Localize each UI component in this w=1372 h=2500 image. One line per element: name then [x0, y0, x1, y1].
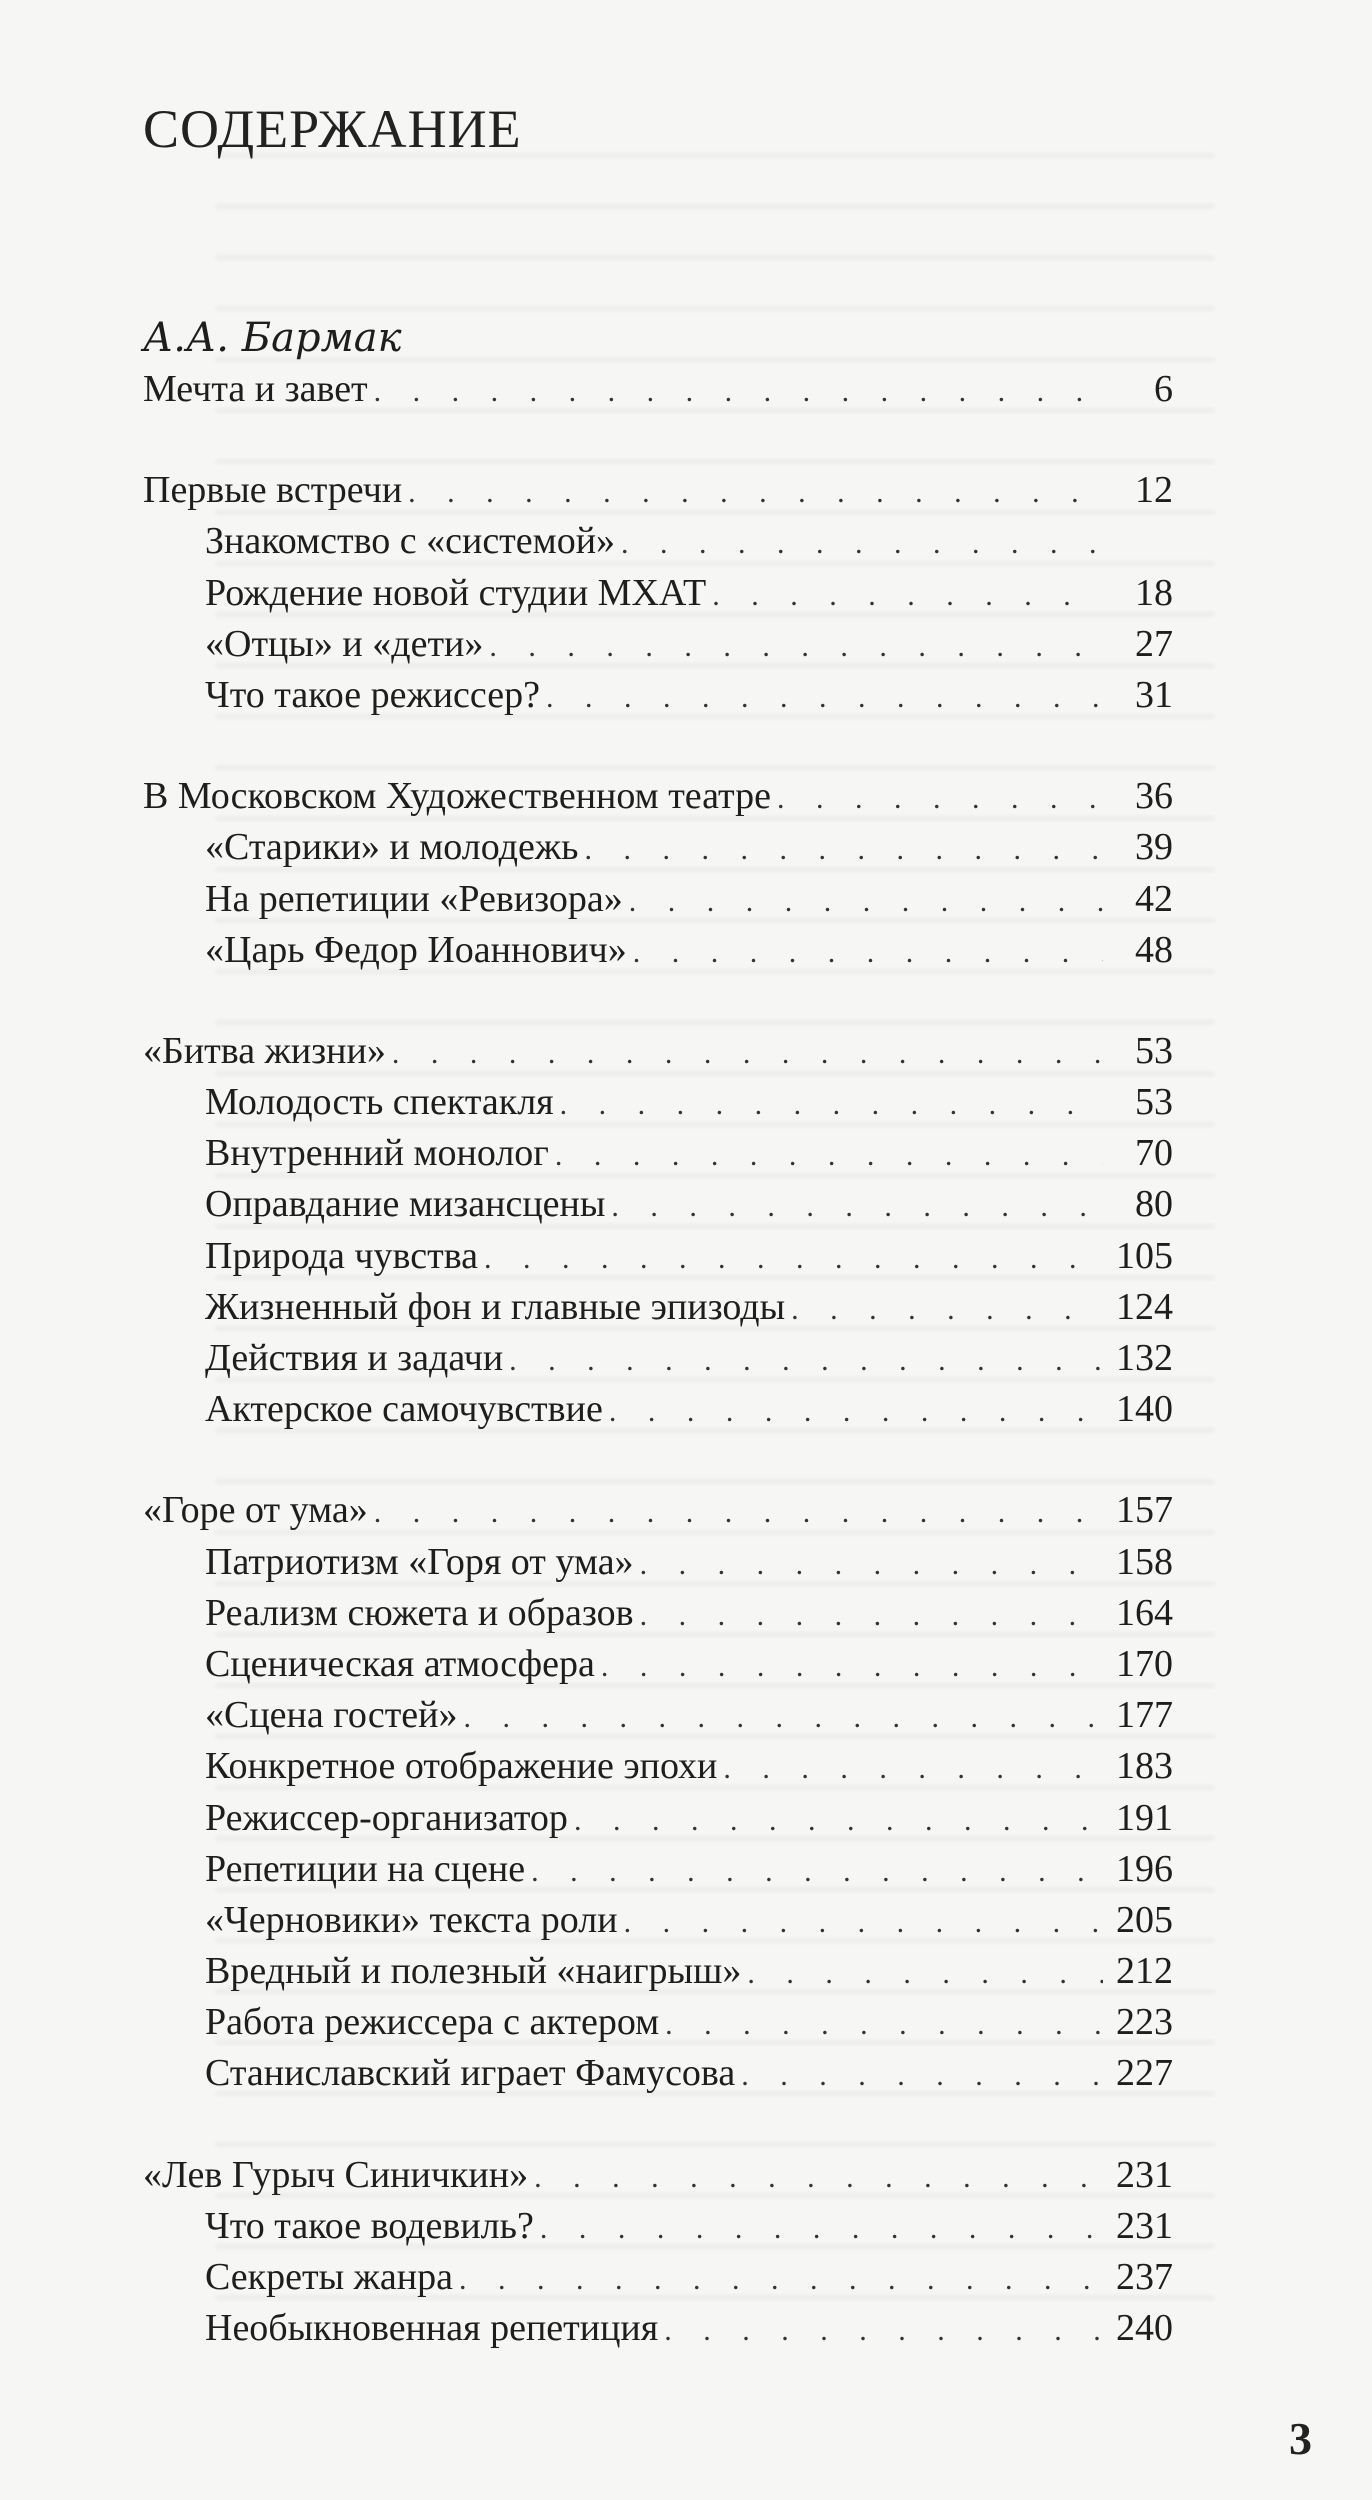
entry-title: Актерское самочувствие [205, 1388, 603, 1431]
dot-leader [540, 2203, 1103, 2254]
entry-title: Репетиции на сцене [205, 1847, 526, 1890]
entry-title: Мечта и завет [143, 368, 368, 410]
dot-leader [624, 1897, 1103, 1948]
toc-section [143, 2150, 1173, 2355]
entry-title: Жизненный фон и главные эпизоды [205, 1285, 786, 1328]
entry-title: Станиславский играет Фамусова [205, 2052, 736, 2095]
table-of-contents [143, 312, 1173, 2354]
entry-title: «Горе от ума» [143, 1489, 368, 1532]
entry-page-number: 70 [1135, 1132, 1173, 1175]
toc-subentry [143, 1179, 1173, 1230]
section-gap [143, 976, 1173, 1026]
section-gap [143, 2100, 1173, 2150]
toc-subentry [143, 1333, 1173, 1384]
dot-leader [621, 518, 1103, 569]
entry-title: Внутренний монолог [205, 1132, 549, 1175]
page-number: 3 [1289, 2413, 1312, 2464]
entry-title: «Битва жизни» [143, 1029, 386, 1072]
dot-leader [574, 1795, 1103, 1846]
entry-page-number: 6 [1154, 368, 1173, 410]
entry-page-number: 164 [1116, 1591, 1173, 1634]
toc-entry [143, 1026, 1173, 1077]
section-gap [143, 721, 1173, 771]
toc-subentry [143, 1537, 1173, 1588]
entry-title: Сценическая атмосфера [205, 1642, 595, 1685]
toc-subentry [143, 1384, 1173, 1435]
dot-leader [609, 1386, 1103, 1437]
toc-subentry [143, 1895, 1173, 1946]
toc-entry [143, 771, 1173, 822]
dot-leader [741, 2050, 1103, 2101]
dot-leader [611, 1181, 1103, 1232]
toc-subentry [143, 2252, 1173, 2303]
dot-leader [484, 1233, 1103, 1284]
entry-page-number: 196 [1116, 1847, 1173, 1890]
dot-leader [408, 467, 1103, 518]
entry-title: Вредный и полезный «наигрыш» [205, 1950, 742, 1993]
entry-title: Секреты жанра [205, 2256, 453, 2298]
author-name: А.А. Бармак [143, 315, 402, 361]
entry-title: Оправдание мизансцены [205, 1183, 606, 1226]
entry-page-number: 27 [1135, 622, 1173, 665]
entry-page-number: 80 [1135, 1183, 1173, 1226]
entry-page-number: 18 [1135, 571, 1173, 614]
entry-page-number: 157 [1116, 1489, 1173, 1532]
toc-subentry [143, 670, 1173, 721]
dot-leader [640, 1590, 1103, 1641]
entry-page-number: 237 [1116, 2256, 1173, 2298]
entry-page-number: 124 [1116, 1285, 1173, 1328]
toc-sections [143, 364, 1173, 2354]
dot-leader [584, 824, 1103, 875]
entry-title: Конкретное отображение эпохи [205, 1745, 718, 1788]
toc-entry [143, 364, 1173, 415]
entry-page-number: 205 [1116, 1898, 1173, 1941]
entry-page-number: 105 [1116, 1234, 1173, 1277]
entry-page-number: 240 [1116, 2307, 1173, 2350]
dot-leader [712, 570, 1103, 621]
entry-title: «Царь Федор Иоаннович» [205, 928, 627, 971]
entry-title: Природа чувства [205, 1234, 478, 1277]
section-gap [143, 1435, 1173, 1485]
entry-page-number: 39 [1135, 826, 1173, 869]
entry-page-number: 227 [1116, 2052, 1173, 2095]
dot-leader [374, 366, 1103, 417]
toc-subentry [143, 1741, 1173, 1792]
entry-page-number: 212 [1116, 1950, 1173, 1993]
entry-title: Необыкновенная репетиция [205, 2307, 659, 2350]
dot-leader [633, 927, 1103, 978]
entry-title: Что такое режиссер? [205, 673, 540, 716]
entry-page-number: 12 [1135, 469, 1173, 512]
toc-subentry [143, 822, 1173, 873]
dot-leader [560, 1079, 1103, 1130]
dot-leader [629, 876, 1103, 927]
dot-leader [489, 621, 1103, 672]
toc-entry [143, 2150, 1173, 2201]
entry-page-number: 223 [1116, 2001, 1173, 2044]
toc-subentry [143, 1844, 1173, 1895]
entry-title: Работа режиссера с актером [205, 2001, 660, 2044]
toc-section [143, 771, 1173, 976]
toc-subentry [143, 925, 1173, 976]
toc-subentry [143, 1231, 1173, 1282]
entry-title: «Сцена гостей» [205, 1694, 458, 1737]
entry-title: Действия и задачи [205, 1337, 504, 1379]
entry-page-number: 231 [1116, 2204, 1173, 2247]
dot-leader [723, 1743, 1103, 1794]
toc-section [143, 364, 1173, 415]
entry-title: В Московском Художественном театре [143, 775, 771, 818]
dot-leader [509, 1335, 1103, 1386]
entry-page-number: 31 [1135, 673, 1173, 716]
entry-title: «Лев Гурыч Синичкин» [143, 2153, 529, 2196]
dot-leader [374, 1487, 1103, 1538]
entry-title: «Черновики» текста роли [205, 1898, 618, 1941]
entry-title: «Отцы» и «дети» [205, 622, 484, 665]
toc-subentry [143, 1077, 1173, 1128]
toc-subentry [143, 2303, 1173, 2354]
page-title: СОДЕРЖАНИЕ [143, 99, 522, 159]
toc-subentry [143, 2201, 1173, 2252]
toc-subentry [143, 1946, 1173, 1997]
entry-page-number: 48 [1135, 928, 1173, 971]
toc-section [143, 1026, 1173, 1436]
entry-page-number: 183 [1116, 1745, 1173, 1788]
toc-entry [143, 465, 1173, 516]
toc-section [143, 1485, 1173, 2099]
entry-title: Режиссер-организатор [205, 1796, 568, 1839]
entry-title: Реализм сюжета и образов [205, 1591, 634, 1634]
toc-subentry [143, 1690, 1173, 1741]
entry-page-number: 158 [1116, 1540, 1173, 1583]
entry-title: Что такое водевиль? [205, 2204, 534, 2247]
entry-page-number: 170 [1116, 1642, 1173, 1685]
dot-leader [531, 1846, 1103, 1897]
entry-page-number: 53 [1135, 1081, 1173, 1124]
toc-subentry [143, 619, 1173, 670]
entry-title: Знакомство с «системой» [205, 520, 616, 563]
entry-page-number: 177 [1116, 1694, 1173, 1737]
entry-title: На репетиции «Ревизора» [205, 877, 623, 920]
entry-page-number: 191 [1116, 1796, 1173, 1839]
dot-leader [546, 672, 1103, 723]
entry-title: Первые встречи [143, 469, 403, 512]
dot-leader [555, 1130, 1103, 1181]
dot-leader [664, 2305, 1103, 2356]
toc-subentry [143, 2048, 1173, 2099]
dot-leader [464, 1692, 1103, 1743]
dot-leader [392, 1028, 1103, 1079]
entry-title: Рождение новой студии МХАТ [205, 571, 707, 614]
dot-leader [777, 773, 1103, 824]
toc-subentry [143, 1997, 1173, 2048]
entry-page-number: 231 [1116, 2153, 1173, 2196]
toc-subentry [143, 1128, 1173, 1179]
toc-subentry [143, 1282, 1173, 1333]
dot-leader [601, 1641, 1103, 1692]
entry-page-number: 36 [1135, 775, 1173, 818]
section-gap [143, 415, 1173, 465]
toc-subentry [143, 568, 1173, 619]
entry-title: «Старики» и молодежь [205, 826, 579, 869]
entry-page-number: 53 [1135, 1029, 1173, 1072]
dot-leader [747, 1948, 1103, 1999]
entry-page-number: 132 [1116, 1337, 1173, 1379]
dot-leader [534, 2152, 1103, 2203]
dot-leader [791, 1284, 1103, 1335]
dot-leader [459, 2254, 1103, 2305]
dot-leader [665, 1999, 1103, 2050]
entry-page-number: 140 [1116, 1388, 1173, 1431]
toc-section [143, 465, 1173, 721]
toc-subentry [143, 1793, 1173, 1844]
entry-page-number: 42 [1135, 877, 1173, 920]
toc-subentry [143, 1639, 1173, 1690]
entry-title: Молодость спектакля [205, 1081, 554, 1124]
entry-title: Патриотизм «Горя от ума» [205, 1540, 634, 1583]
dot-leader [640, 1539, 1103, 1590]
toc-subentry [143, 516, 1173, 567]
toc-subentry [143, 1588, 1173, 1639]
toc-subentry [143, 874, 1173, 925]
toc-entry [143, 1485, 1173, 1536]
